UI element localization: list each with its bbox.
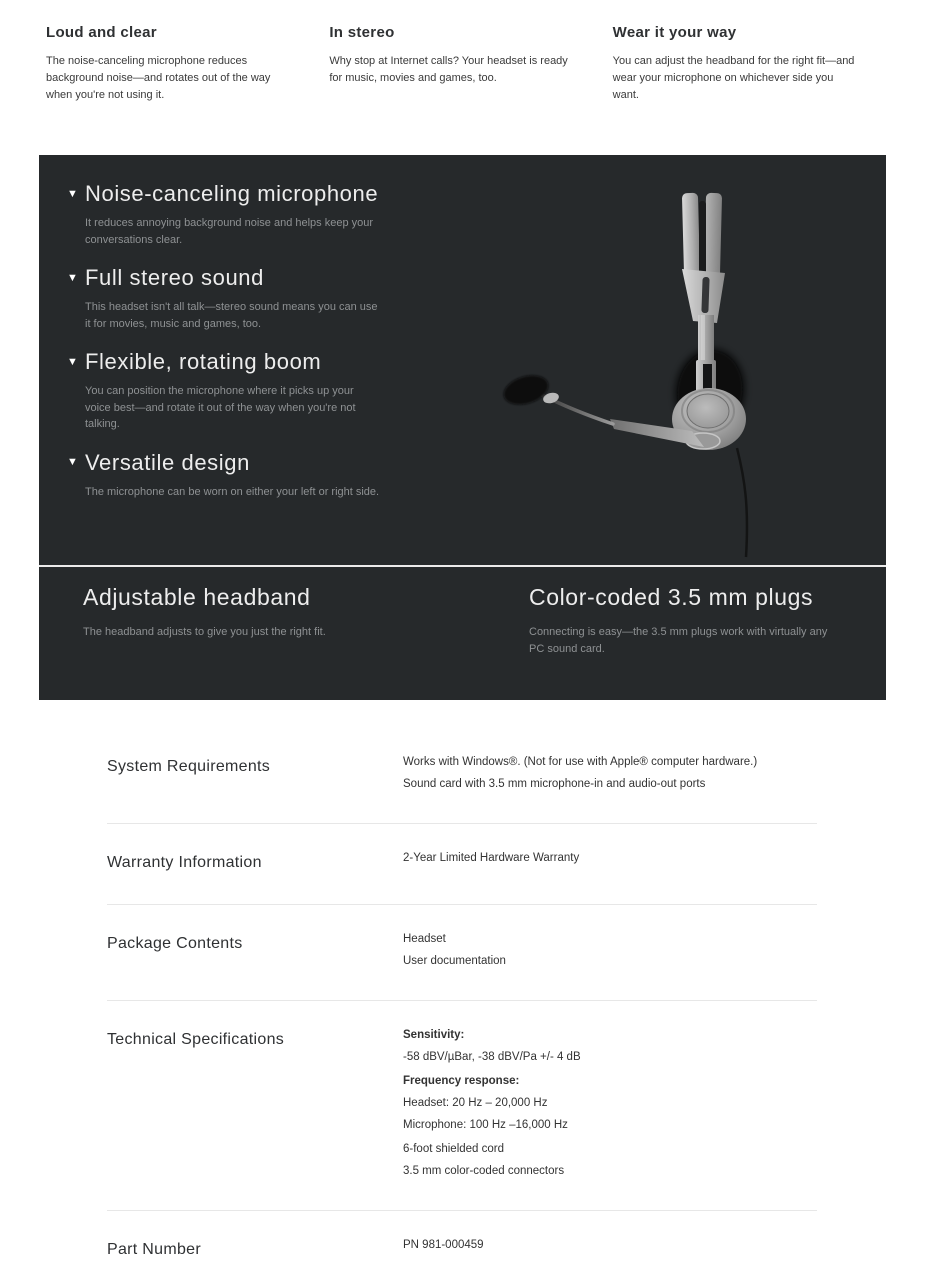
intro-section [0, 0, 925, 155]
spec-value: Microphone: 100 Hz –16,000 Hz [403, 1119, 568, 1131]
intro-heading: In stereo [329, 24, 395, 41]
caret-down-icon: ▼ [67, 271, 78, 284]
spec-group-sensitivity [403, 1029, 817, 1064]
spec-row-technical-specifications [107, 1001, 817, 1211]
spec-values [403, 1029, 817, 1178]
feature-body: This headset isn't all talk—stereo sound means you can use it for movies, music and games, too. [85, 301, 378, 330]
caret-down-icon: ▼ [67, 355, 78, 368]
feature-title: Flexible, rotating boom [85, 349, 322, 374]
intro-heading: Wear it your way [612, 24, 737, 41]
spec-value: Headset: 20 Hz – 20,000 Hz [403, 1097, 548, 1109]
spec-value: 2-Year Limited Hardware Warranty [403, 852, 580, 864]
spec-subheading: Sensitivity: [403, 1029, 465, 1041]
spec-label: Package Contents [107, 935, 243, 952]
banner-body: Connecting is easy—the 3.5 mm plugs work with virtually any PC sound card. [529, 626, 828, 655]
caret-down-icon: ▼ [67, 187, 78, 200]
spec-row-warranty-information [107, 824, 817, 905]
feature-body: It reduces annoying background noise and helps keep your conversations clear. [85, 217, 374, 246]
spec-value: User documentation [403, 955, 506, 967]
intro-body: You can adjust the headband for the right fit—and wear your microphone on whichever side you want. [612, 55, 855, 101]
feature-title: Full stereo sound [85, 265, 264, 290]
banner-adjustable-headband [83, 584, 529, 700]
spec-values [403, 852, 817, 872]
banner-section [39, 565, 886, 700]
feature-body: You can position the microphone where it picks up your voice best—and rotate it out of the way when you're not talking. [85, 385, 356, 430]
banner-body: The headband adjusts to give you just the right fit. [83, 626, 326, 638]
spec-value: Works with Windows®. (Not for use with Apple® computer hardware.) [403, 756, 758, 768]
specs-table [107, 700, 817, 1285]
banner-color-coded-plugs [529, 584, 886, 700]
spec-value: 6-foot shielded cord [403, 1143, 505, 1155]
spec-row-part-number [107, 1211, 817, 1285]
feature-body: The microphone can be worn on either your left or right side. [85, 485, 380, 498]
spec-group-frequency-response [403, 1075, 817, 1132]
spec-value: Headset [403, 933, 446, 945]
feature-title: Versatile design [85, 449, 250, 475]
features-section [39, 155, 886, 565]
intro-column-loud-and-clear [46, 24, 295, 155]
spec-value: 3.5 mm color-coded connectors [403, 1165, 565, 1177]
spec-value: -58 dBV/µBar, -38 dBV/Pa +/- 4 dB [403, 1051, 581, 1063]
banner-title: Color-coded 3.5 mm plugs [529, 584, 814, 610]
spec-values [403, 1239, 817, 1259]
intro-body: The noise-canceling microphone reduces background noise—and rotates out of the way when you're not using it. [46, 55, 271, 101]
headset-image [456, 155, 886, 565]
spec-value: Sound card with 3.5 mm microphone-in and audio-out ports [403, 778, 706, 790]
spec-label: Technical Specifications [107, 1031, 285, 1048]
intro-body: Why stop at Internet calls? Your headset is ready for music, movies and games, too. [329, 55, 568, 84]
spec-row-system-requirements [107, 700, 817, 824]
spec-value: PN 981-000459 [403, 1239, 484, 1251]
spec-label: System Requirements [107, 758, 271, 775]
spec-row-package-contents [107, 905, 817, 1001]
spec-group-cord-connectors [403, 1143, 817, 1178]
spec-label: Part Number [107, 1241, 201, 1258]
feature-title: Noise-canceling microphone [85, 181, 379, 206]
spec-subheading: Frequency response: [403, 1075, 520, 1087]
spec-values [403, 756, 817, 791]
caret-down-icon: ▼ [67, 456, 78, 468]
intro-column-wear-it-your-way [613, 24, 862, 155]
spec-values [403, 933, 817, 968]
spec-label: Warranty Information [107, 854, 262, 871]
banner-title: Adjustable headband [83, 584, 311, 610]
intro-column-in-stereo [329, 24, 578, 155]
intro-heading: Loud and clear [46, 24, 157, 41]
